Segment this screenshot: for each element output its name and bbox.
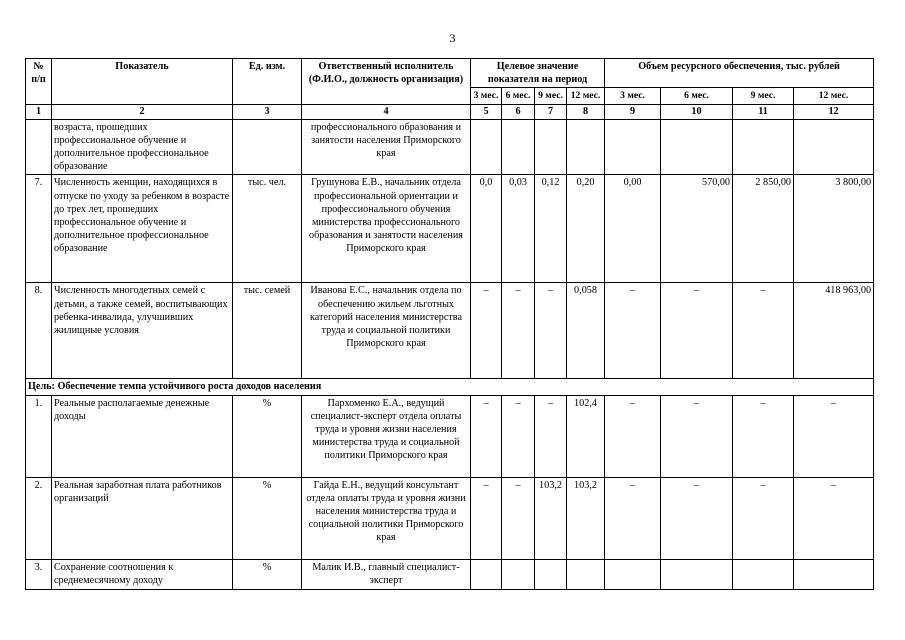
row-target-6m xyxy=(502,559,535,589)
row-number: 1. xyxy=(26,395,52,477)
row-resource-3m: – xyxy=(605,477,661,559)
row-target-9m: 0,12 xyxy=(535,175,567,283)
row-target-6m: – xyxy=(502,477,535,559)
column-number: 9 xyxy=(605,104,661,119)
row-resource-9m xyxy=(733,559,794,589)
row-resource-12m: – xyxy=(794,477,874,559)
row-target-3m: – xyxy=(471,477,502,559)
column-number: 6 xyxy=(502,104,535,119)
row-indicator: Численность многодетных семей с детьми, а также семей, воспитывающих ребенка-инвалида, улучшивших жилищные условия xyxy=(52,283,233,379)
row-responsible: Иванова Е.С., начальник отдела по обеспечению жильем льготных категорий населения министерства труда и социальной политики Приморского края xyxy=(302,283,471,379)
header-target: Целевое значение показателя на период xyxy=(471,59,605,88)
row-number: 8. xyxy=(26,283,52,379)
row-target-9m: – xyxy=(535,395,567,477)
row-number: 7. xyxy=(26,175,52,283)
row-target-9m: – xyxy=(535,283,567,379)
table-row xyxy=(26,175,874,283)
row-resource-6m xyxy=(661,559,733,589)
row-target-9m: 103,2 xyxy=(535,477,567,559)
row-indicator: возраста, прошедших профессиональное обучение и дополнительное профессиональное образование xyxy=(52,119,233,175)
row-resource-9m xyxy=(733,119,794,175)
column-number: 12 xyxy=(794,104,874,119)
header-target-6m: 6 мес. xyxy=(502,88,535,104)
row-resource-9m: – xyxy=(733,477,794,559)
row-responsible: Малик И.В., главный специалист-эксперт xyxy=(302,559,471,589)
row-target-6m: 0,03 xyxy=(502,175,535,283)
header-unit: Ед. изм. xyxy=(233,59,302,105)
row-resource-6m: – xyxy=(661,477,733,559)
row-unit: тыс. семей xyxy=(233,283,302,379)
row-target-12m: 0,058 xyxy=(567,283,605,379)
row-target-3m xyxy=(471,559,502,589)
indicators-table xyxy=(25,58,874,590)
row-target-6m: – xyxy=(502,283,535,379)
row-resource-12m xyxy=(794,559,874,589)
row-target-3m: – xyxy=(471,283,502,379)
row-number: 3. xyxy=(26,559,52,589)
row-target-12m xyxy=(567,559,605,589)
row-responsible: Грушунова Е.В., начальник отдела профессиональной ориентации и профессионального обучения министерства профессионального образования и занятости населения Приморского края xyxy=(302,175,471,283)
row-target-12m: 102,4 xyxy=(567,395,605,477)
page-number: 3 xyxy=(449,31,456,45)
row-target-12m: 103,2 xyxy=(567,477,605,559)
table-row xyxy=(26,119,874,175)
row-resource-6m: – xyxy=(661,283,733,379)
row-responsible: Гайда Е.Н., ведущий консультант отдела оплаты труда и уровня жизни населения министерства труда и социальной политики Приморского края xyxy=(302,477,471,559)
column-number: 10 xyxy=(661,104,733,119)
table-row xyxy=(26,477,874,559)
row-resource-6m: 570,00 xyxy=(661,175,733,283)
header-resource-6m: 6 мес. xyxy=(661,88,733,104)
header-target-9m: 9 мес. xyxy=(535,88,567,104)
row-indicator: Реальные располагаемые денежные доходы xyxy=(52,395,233,477)
row-unit: % xyxy=(233,477,302,559)
header-no: № п/п xyxy=(26,59,52,105)
row-resource-9m: – xyxy=(733,283,794,379)
row-target-3m: 0,0 xyxy=(471,175,502,283)
row-resource-12m xyxy=(794,119,874,175)
table-row xyxy=(26,395,874,477)
row-target-12m: 0,20 xyxy=(567,175,605,283)
row-number: 2. xyxy=(26,477,52,559)
row-indicator: Реальная заработная плата работников организаций xyxy=(52,477,233,559)
row-target-3m: – xyxy=(471,395,502,477)
section-title: Цель: Обеспечение темпа устойчивого роста доходов населения xyxy=(26,379,874,395)
row-resource-3m xyxy=(605,559,661,589)
column-number: 8 xyxy=(567,104,605,119)
row-unit: % xyxy=(233,395,302,477)
column-number: 1 xyxy=(26,104,52,119)
row-resource-9m: – xyxy=(733,395,794,477)
row-resource-3m: – xyxy=(605,395,661,477)
row-resource-6m: – xyxy=(661,395,733,477)
row-target-6m: – xyxy=(502,395,535,477)
header-responsible: Ответственный исполнитель (Ф.И.О., должность организация) xyxy=(302,59,471,105)
header-indicator: Показатель xyxy=(52,59,233,105)
header-resource-3m: 3 мес. xyxy=(605,88,661,104)
column-number: 3 xyxy=(233,104,302,119)
section-row xyxy=(26,379,874,395)
row-resource-12m: 418 963,00 xyxy=(794,283,874,379)
row-number xyxy=(26,119,52,175)
row-responsible: Пархоменко Е.А., ведущий специалист-эксперт отдела оплаты труда и уровня жизни населения министерства труда и социальной политики Приморского края xyxy=(302,395,471,477)
column-number: 7 xyxy=(535,104,567,119)
column-number: 2 xyxy=(52,104,233,119)
row-target-9m xyxy=(535,119,567,175)
row-target-9m xyxy=(535,559,567,589)
row-resource-3m: 0,00 xyxy=(605,175,661,283)
table-row xyxy=(26,559,874,589)
row-resource-6m xyxy=(661,119,733,175)
column-number-row xyxy=(26,104,874,119)
row-resource-9m: 2 850,00 xyxy=(733,175,794,283)
row-resource-12m: – xyxy=(794,395,874,477)
row-unit xyxy=(233,119,302,175)
row-unit: тыс. чел. xyxy=(233,175,302,283)
row-indicator: Сохранение соотношения к среднемесячному доходу xyxy=(52,559,233,589)
row-target-6m xyxy=(502,119,535,175)
row-target-12m xyxy=(567,119,605,175)
table-row xyxy=(26,283,874,379)
row-resource-3m: – xyxy=(605,283,661,379)
row-unit: % xyxy=(233,559,302,589)
header-resource: Объем ресурсного обеспечения, тыс. рублей xyxy=(605,59,874,88)
header-target-3m: 3 мес. xyxy=(471,88,502,104)
header-resource-9m: 9 мес. xyxy=(733,88,794,104)
header-resource-12m: 12 мес. xyxy=(794,88,874,104)
row-responsible: профессионального образования и занятости населения Приморского края xyxy=(302,119,471,175)
column-number: 5 xyxy=(471,104,502,119)
row-target-3m xyxy=(471,119,502,175)
row-resource-3m xyxy=(605,119,661,175)
row-indicator: Численность женщин, находящихся в отпуске по уходу за ребенком в возрасте до трех лет, прошедших профессиональное обучение и дополнительное профессиональное образование xyxy=(52,175,233,283)
row-resource-12m: 3 800,00 xyxy=(794,175,874,283)
header-target-12m: 12 мес. xyxy=(567,88,605,104)
column-number: 4 xyxy=(302,104,471,119)
column-number: 11 xyxy=(733,104,794,119)
